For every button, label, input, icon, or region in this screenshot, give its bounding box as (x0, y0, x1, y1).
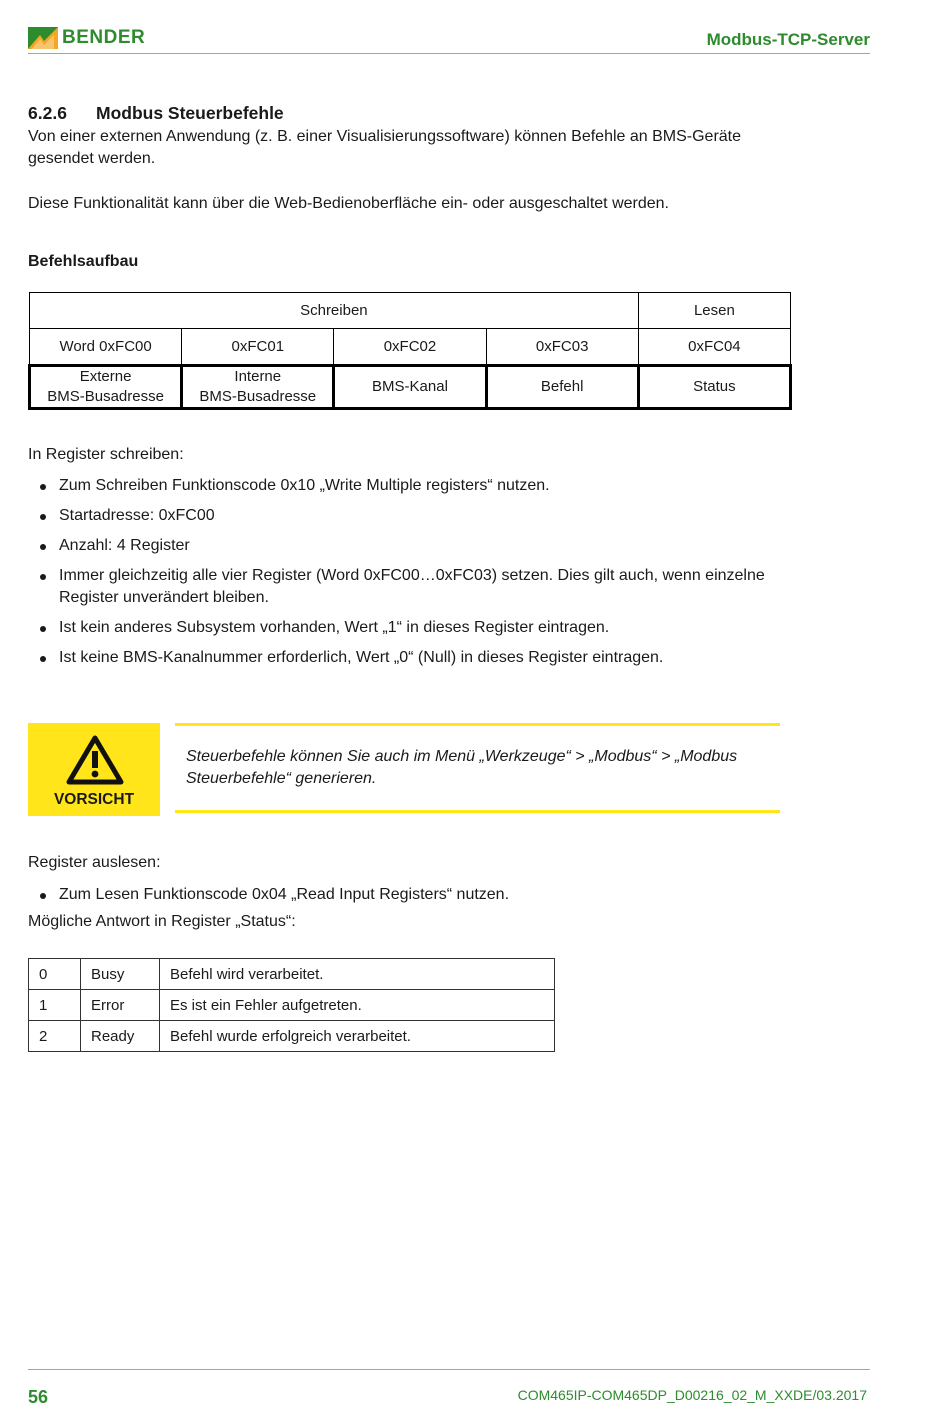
table-row (29, 959, 555, 990)
section-title: Modbus Steuerbefehle (96, 103, 284, 123)
field-line: Interne (234, 368, 282, 385)
list-item: Anzahl: 4 Register (28, 535, 788, 557)
caution-note (175, 723, 780, 813)
list-item: Ist keine BMS-Kanalnummer erforderlich, Wert „0“ (Null) in dieses Register eintragen. (28, 647, 788, 669)
subheading-befehlsaufbau: Befehlsaufbau (28, 253, 139, 270)
document-id: COM465IP-COM465DP_D00216_02_M_XXDE/03.2017 (517, 1387, 867, 1403)
address-cell: 0xFC03 (486, 329, 638, 366)
list-item: Zum Schreiben Funktionscode 0x10 „Write Multiple registers“ nutzen. (28, 475, 788, 497)
field-cell (182, 366, 334, 409)
footer-divider (28, 1369, 870, 1370)
toggle-paragraph: Diese Funktionalität kann über die Web-Bedienoberfläche ein- oder ausgeschaltet werden. (28, 195, 669, 212)
field-line: Status (693, 378, 736, 395)
warning-triangle-icon (66, 735, 124, 785)
write-label: In Register schreiben: (28, 446, 184, 463)
page-number: 56 (28, 1387, 49, 1407)
status-description: Es ist ein Fehler aufgetreten. (160, 990, 555, 1021)
list-item: Zum Lesen Funktionscode 0x04 „Read Input Registers“ nutzen. (28, 884, 788, 906)
status-table (28, 958, 555, 1052)
field-cell (638, 366, 790, 409)
section-number: 6.2.6 (28, 103, 67, 123)
field-line: BMS-Kanal (372, 378, 448, 395)
address-cell: 0xFC04 (638, 329, 790, 366)
register-address-row (30, 329, 791, 366)
table-row (29, 1021, 555, 1052)
bender-logo-icon (28, 27, 58, 49)
status-code: 2 (29, 1021, 81, 1052)
header-title: Modbus-TCP-Server (706, 30, 870, 49)
address-cell: 0xFC02 (334, 329, 486, 366)
list-item: Ist kein anderes Subsystem vorhanden, Wert „1“ in dieses Register eintragen. (28, 617, 788, 639)
list-item: Startadresse: 0xFC00 (28, 505, 788, 527)
write-header-cell: Schreiben (30, 293, 639, 329)
intro-paragraph: Von einer externen Anwendung (z. B. einer Visualisierungssoftware) können Befehle an BMS-Geräte gesendet werden. (28, 128, 742, 167)
read-label: Register auslesen: (28, 854, 161, 871)
field-cell (334, 366, 486, 409)
list-item: Immer gleichzeitig alle vier Register (Word 0xFC00…0xFC03) setzen. Dies gilt auch, wenn einzelne Register unverändert bleiben. (28, 565, 788, 609)
field-line: BMS-Busadresse (47, 388, 164, 405)
field-cell (486, 366, 638, 409)
status-code: 1 (29, 990, 81, 1021)
table-row (29, 990, 555, 1021)
status-name: Busy (81, 959, 160, 990)
logo-wordmark: BENDER (62, 27, 146, 48)
field-line: BMS-Busadresse (199, 388, 317, 405)
status-code: 0 (29, 959, 81, 990)
register-header-row (30, 293, 791, 329)
caution-text: Steuerbefehle können Sie auch im Menü „Werkzeuge“ > „Modbus“ > „Modbus Steuerbefehle“ generieren. (186, 748, 738, 787)
field-line: Befehl (540, 378, 584, 395)
register-table (28, 292, 792, 410)
field-line: Externe (79, 368, 132, 385)
read-header-cell: Lesen (638, 293, 790, 329)
read-bullet-list (28, 884, 788, 914)
address-cell: 0xFC01 (182, 329, 334, 366)
bender-logo (28, 26, 145, 50)
write-bullet-list (28, 475, 788, 677)
section-heading (28, 103, 284, 124)
header-divider (28, 53, 870, 54)
answer-label: Mögliche Antwort in Register „Status“: (28, 913, 296, 930)
address-cell: Word 0xFC00 (30, 329, 182, 366)
status-description: Befehl wird verarbeitet. (160, 959, 555, 990)
status-description: Befehl wurde erfolgreich verarbeitet. (160, 1021, 555, 1052)
register-field-row (30, 366, 791, 409)
caution-label: VORSICHT (53, 791, 135, 808)
status-name: Ready (81, 1021, 160, 1052)
caution-box (28, 723, 160, 816)
status-name: Error (81, 990, 160, 1021)
field-cell (30, 366, 182, 409)
